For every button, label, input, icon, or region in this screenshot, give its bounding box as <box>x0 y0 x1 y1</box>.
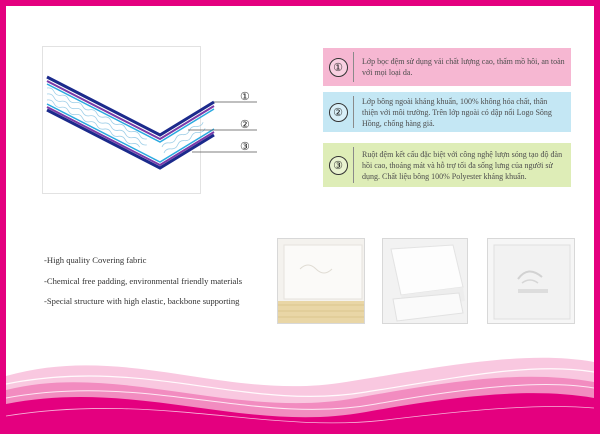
spec-item: -High quality Covering fabric <box>44 255 147 265</box>
pink-wave-decoration <box>6 342 594 434</box>
feature-number-1: ① <box>329 58 348 77</box>
layer-cross-section-illustration <box>42 46 292 194</box>
callout-3: ③ <box>240 141 250 153</box>
feature-box-3 <box>323 143 571 187</box>
logo-embossed-photo <box>487 238 575 324</box>
callout-2: ② <box>240 119 250 131</box>
spec-item: -Special structure with high elastic, backbone supporting <box>44 296 240 306</box>
feature-text-3: Ruột đệm kết cấu đặc biệt với công nghệ lượn sóng tạo độ đàn hồi cao, thoáng mát và hỗ trợ tối đa sống lưng của người sử dụng. Chất liệu bông 100% Polyester kháng khuẩn. <box>362 149 563 181</box>
feature-number-3: ③ <box>329 156 348 175</box>
feature-box-2 <box>323 92 571 132</box>
callout-1: ① <box>240 91 250 103</box>
spec-list <box>44 255 274 317</box>
feature-text-1: Lớp bọc đệm sử dụng vải chất lượng cao, thấm mồ hôi, an toàn với mọi loại da. <box>362 57 565 77</box>
feature-text-2: Lớp bông ngoài kháng khuẩn, 100% không hóa chất, thân thiện với môi trường. Trên lớp ngoài có dập nổi Logo Sông Hồng, chống hàng giả. <box>362 96 552 128</box>
feature-number-2: ② <box>329 103 348 122</box>
mattress-layer-diagram <box>42 46 292 194</box>
padding-layer-photo <box>382 238 468 324</box>
spec-item: -Chemical free padding, environmental friendly materials <box>44 275 243 286</box>
feature-box-1 <box>323 48 571 86</box>
fabric-layer-photo <box>277 238 365 324</box>
